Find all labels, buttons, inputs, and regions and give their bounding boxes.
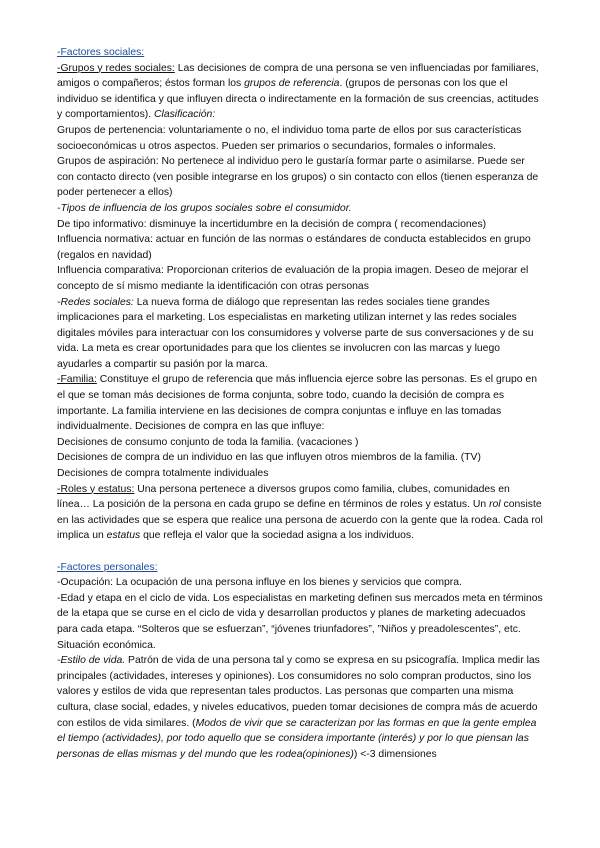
term-clasificacion: Clasificación: xyxy=(154,109,216,121)
section-heading: -Factores personales: xyxy=(57,561,158,573)
paragraph-redes xyxy=(57,295,544,373)
subheading-tipos-influencia: -Tipos de influencia de los grupos sociales sobre el consumidor. xyxy=(57,202,352,214)
term-estatus: estatus xyxy=(106,530,141,542)
text: Constituye el grupo de referencia que más influencia ejerce sobre las personas. Es el grupo en el que se toman más decisiones de forma conjunta, sobre todo, cuando la decisión de compra es importante. La familia interviene en las decisiones de compra conjuntas e influye en las tomadas individualmente. Decisiones de compra en las que influye: xyxy=(57,374,537,433)
text: Una persona pertenece a diversos grupos como familia, clubes, comunidades en línea… La posición de la persona en cada grupo se define en términos de roles y estatus. Un xyxy=(57,483,510,511)
text: ) <-3 dimensiones xyxy=(353,748,437,760)
term-grupos: -Grupos y redes sociales: xyxy=(57,62,175,74)
text: Patrón de vida de una persona tal y como se expresa en su psicografía. Implica medir las principales (actividades, intereses y opiniones). Los consumidores no solo compran productos, sino los valores y estilos de vida que representan tales productos. Las personas que comparten una misma cultura, clase social, edades, y niveles educativos, pueden tomar decisiones de compra más de acuerdo con estilos de vida similares. ( xyxy=(57,655,540,729)
heading-factores-personales xyxy=(57,560,544,576)
paragraph-normativa: Influencia normativa: actuar en función de las normas o estándares de conducta establecidos en grupo (regalos en navidad) xyxy=(57,234,531,261)
text: consiste en las actividades que se espera que realice una persona de acuerdo con la gente que la rodea. Cada rol implica un xyxy=(57,499,543,542)
paragraph-edad: -Edad y etapa en el ciclo de vida. Los especialistas en marketing definen sus mercados meta en términos de la etapa que se curse en el ciclo de vida y desarrollan productos y planes de marketing adecuados para cada etapa. “Solteros que se esfuerzan”, “jóvenes triunfadores”, ”Niños y preadolescentes”, etc. Situación económica. xyxy=(57,592,543,651)
term-roles: -Roles y estatus: xyxy=(57,483,135,495)
paragraph-comparativa: Influencia comparativa: Proporcionan criterios de evaluación de la propia imagen. Deseo de mejorar el concepto de sí mismo mediante la identificación con otras personas xyxy=(57,265,529,292)
paragraph-familia xyxy=(57,372,544,434)
paragraph-pertenencia: Grupos de pertenencia: voluntariamente o no, el individuo toma parte de ellos por sus características socioeconómicas u otros aspectos. Pueden ser primarios o secundarios, formales o informales. xyxy=(57,124,522,152)
term-familia: -Familia: xyxy=(57,374,97,386)
text: que refleja el valor que la sociedad asigna a los individuos. xyxy=(140,530,414,542)
paragraph-grupos xyxy=(57,61,544,123)
term-modos-de-vivir: Modos de vivir que se caracterizan por las formas en que la gente emplea el tiempo (actividades), por todo aquello que se considera importante (interés) y por lo que piensan las personas de ellas mismas y del mundo que les rodea(opiniones) xyxy=(57,717,537,760)
paragraph-aspiracion: Grupos de aspiración: No pertenece al individuo pero le gustaría formar parte o asimilarse. Puede ser con contacto directo (ven posible integrarse en los grupos) o sin contacto con ellos (tienen esperanza de poder pertenecer a ellos) xyxy=(57,156,539,199)
paragraph-informativo: De tipo informativo: disminuye la incertidumbre en la decisión de compra ( recomendaciones) xyxy=(57,218,487,230)
paragraph-roles xyxy=(57,482,544,544)
paragraph-familia-item-3: Decisiones de compra totalmente individuales xyxy=(57,468,269,480)
section-heading: -Factores sociales: xyxy=(57,47,145,58)
term-estilo: -Estilo de vida. xyxy=(57,655,126,667)
paragraph-ocupacion: -Ocupación: La ocupación de una persona influye en los bienes y servicios que compra. xyxy=(57,577,462,589)
term-grupos-referencia: grupos de referencia xyxy=(244,78,340,90)
term-redes: -Redes sociales: xyxy=(57,296,134,308)
text: Las decisiones de compra de una persona se ven influenciadas por familiares, amigos o compañeros; éstos forman los xyxy=(57,62,539,90)
heading-factores-sociales xyxy=(57,45,544,61)
paragraph-familia-item-2: Decisiones de compra de un individuo en las que influyen otros miembros de la familia. (TV) xyxy=(57,452,481,464)
spacer xyxy=(57,544,544,560)
text: La nueva forma de diálogo que representan las redes sociales tiene grandes implicaciones para el marketing. Los especialistas en marketing utilizan internet y las redes sociales digitales móviles para interactuar con los consumidores y volverse parte de sus conversaciones y de su vida. La meta es crear oportunidades para que los clientes se involucren con las marcas y luego ayudarles a compartir su pasión por la marca. xyxy=(57,296,534,370)
text: . (grupos de personas con los que el individuo se identifica y que influyen directa o indirectamente en la formación de sus creencias, actitudes y comportamientos). xyxy=(57,78,539,121)
term-rol: rol xyxy=(489,499,501,511)
paragraph-estilo xyxy=(57,653,544,762)
paragraph-familia-item-1: Decisiones de consumo conjunto de toda la familia. (vacaciones ) xyxy=(57,436,359,448)
